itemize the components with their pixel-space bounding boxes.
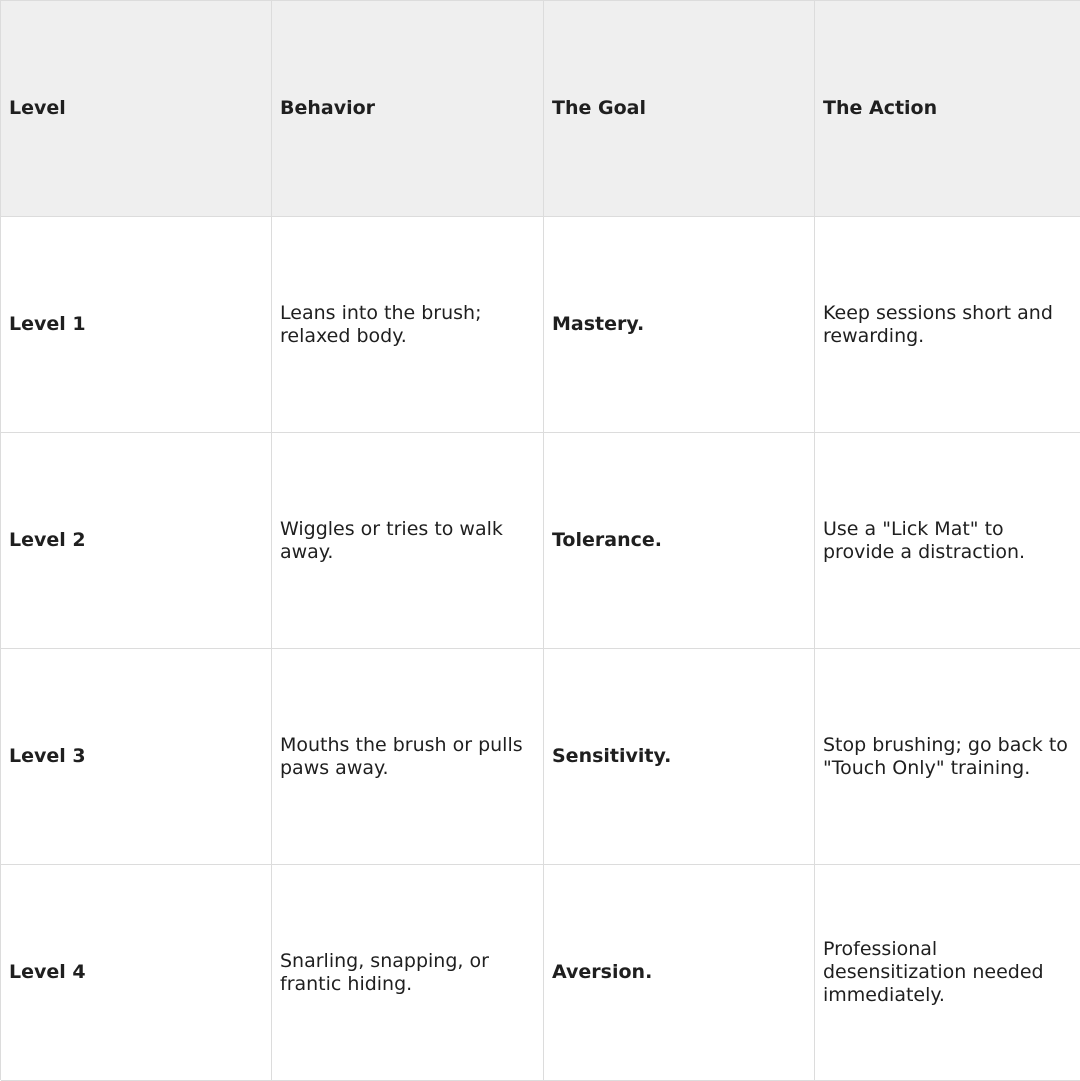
behavior-text: Leans into the brush; relaxed body. xyxy=(280,301,482,347)
level-text: Level 3 xyxy=(9,745,86,767)
level-text: Level 1 xyxy=(9,313,86,335)
table-row-4-behavior xyxy=(272,865,544,1081)
table-row-4-level xyxy=(1,865,272,1081)
table-row-1-level xyxy=(1,217,272,433)
table-row-2-action xyxy=(815,433,1080,649)
action-text: Professional desensitization needed immediately. xyxy=(823,938,1044,1006)
table-row-2-goal xyxy=(544,433,815,649)
table-row-3-behavior xyxy=(272,649,544,865)
action-text: Stop brushing; go back to "Touch Only" training. xyxy=(823,733,1068,779)
header-goal xyxy=(544,1,815,217)
header-behavior xyxy=(272,1,544,217)
level-text: Level 2 xyxy=(9,529,86,551)
action-text: Use a "Lick Mat" to provide a distraction. xyxy=(823,517,1026,563)
action-text: Keep sessions short and rewarding. xyxy=(823,301,1053,347)
goal-text: Aversion. xyxy=(552,961,653,983)
table-row-1-behavior xyxy=(272,217,544,433)
table-row-3-action xyxy=(815,649,1080,865)
table-row-1-goal xyxy=(544,217,815,433)
header-goal-label: The Goal xyxy=(552,97,646,119)
behavior-text: Snarling, snapping, or frantic hiding. xyxy=(280,949,489,995)
table-row-3-goal xyxy=(544,649,815,865)
table-row-4-action xyxy=(815,865,1080,1081)
goal-text: Sensitivity. xyxy=(552,745,672,767)
table-row-2-behavior xyxy=(272,433,544,649)
behavior-text: Mouths the brush or pulls paws away. xyxy=(280,733,523,779)
level-text: Level 4 xyxy=(9,961,86,983)
table-row-4-goal xyxy=(544,865,815,1081)
goal-text: Tolerance. xyxy=(552,529,662,551)
table-row-2-level xyxy=(1,433,272,649)
header-level xyxy=(1,1,272,217)
header-level-label: Level xyxy=(9,97,66,119)
table-row-1-action xyxy=(815,217,1080,433)
table-row-3-level xyxy=(1,649,272,865)
goal-text: Mastery. xyxy=(552,313,645,335)
header-action xyxy=(815,1,1080,217)
header-behavior-label: Behavior xyxy=(280,97,376,119)
behavior-text: Wiggles or tries to walk away. xyxy=(280,517,503,563)
header-action-label: The Action xyxy=(823,97,938,119)
